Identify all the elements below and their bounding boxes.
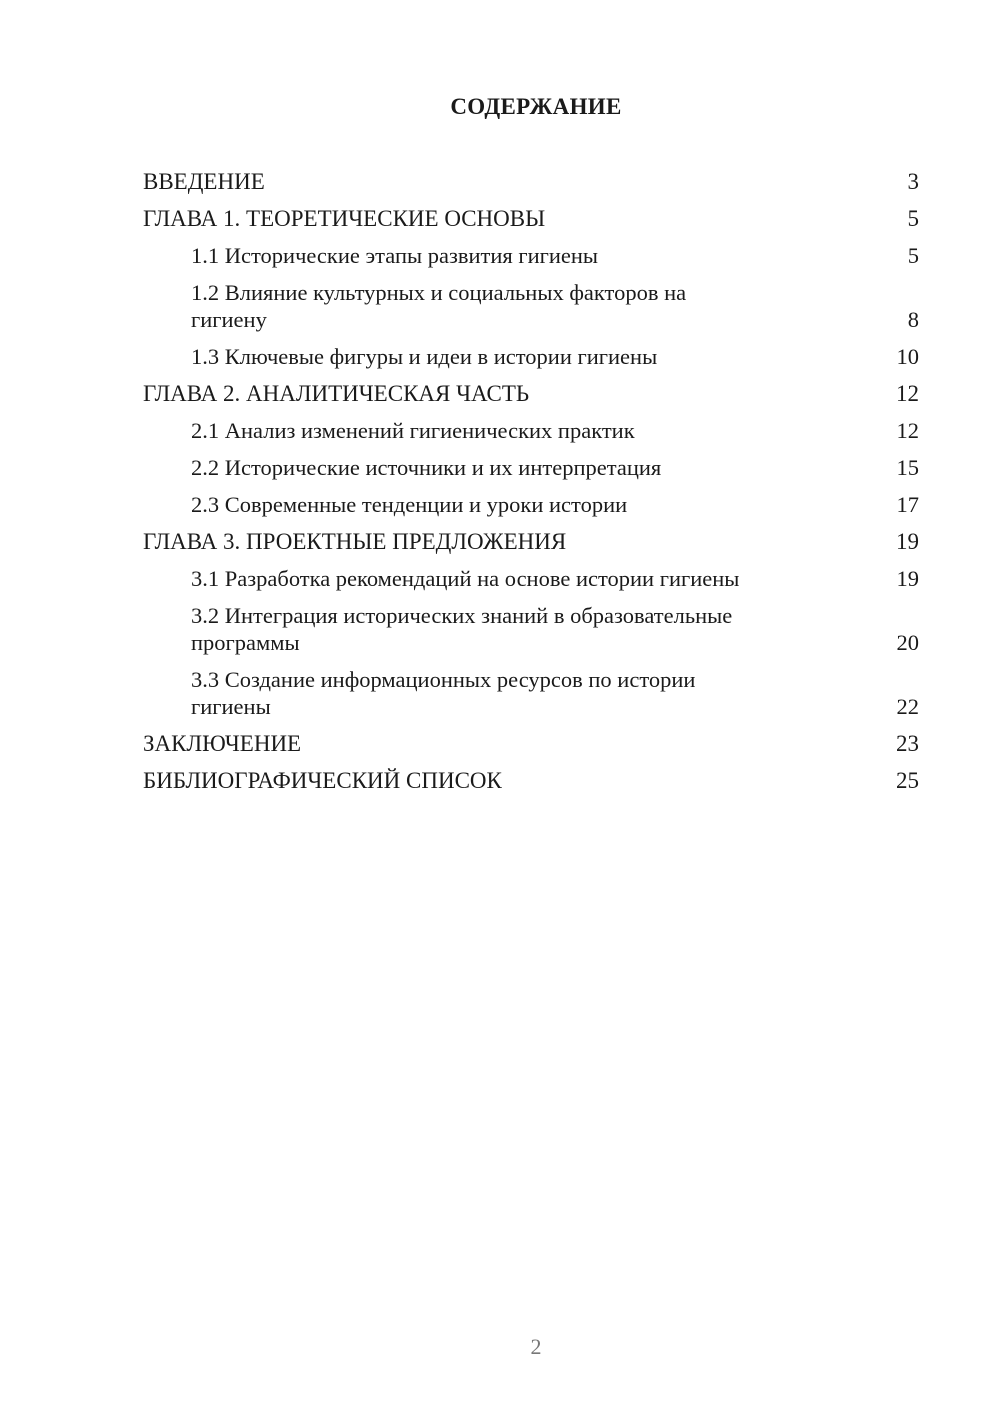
toc-title: СОДЕРЖАНИЕ (450, 94, 622, 119)
toc-entry[interactable] (143, 205, 919, 232)
toc-entry[interactable] (143, 168, 919, 195)
toc-entry[interactable] (143, 343, 919, 370)
toc-entry[interactable] (143, 767, 919, 794)
toc-entry[interactable] (143, 491, 919, 518)
toc-entry-page: 17 (896, 492, 919, 517)
toc-entry-label: 3.3 Создание информационных ресурсов по истории гигиены (191, 667, 696, 719)
toc-entry-page: 19 (896, 566, 919, 591)
toc-entry[interactable] (143, 528, 919, 555)
toc-entry-page: 15 (896, 455, 919, 480)
toc-entry-page: 5 (907, 206, 919, 231)
toc-entry-label: ГЛАВА 3. ПРОЕКТНЫЕ ПРЕДЛОЖЕНИЯ (143, 529, 567, 554)
toc-entry-page: 12 (896, 381, 919, 406)
toc-entry[interactable] (143, 666, 919, 720)
toc-entry-label: 3.1 Разработка рекомендаций на основе истории гигиены (191, 566, 740, 591)
toc-entry-page: 19 (896, 529, 919, 554)
toc-entry-page: 12 (896, 418, 919, 443)
toc-entry[interactable] (143, 565, 919, 592)
toc-entry[interactable] (143, 380, 919, 407)
toc-entry-label: ГЛАВА 1. ТЕОРЕТИЧЕСКИЕ ОСНОВЫ (143, 206, 546, 231)
page-number: 2 (530, 1334, 542, 1359)
toc-entry-label: 1.3 Ключевые фигуры и идеи в истории гигиены (191, 344, 658, 369)
toc-entry-page: 22 (896, 694, 919, 719)
toc-entry-label: ЗАКЛЮЧЕНИЕ (143, 731, 302, 756)
toc-entry-page: 23 (896, 731, 919, 756)
toc-entry[interactable] (143, 417, 919, 444)
toc-entry-page: 25 (896, 768, 919, 793)
toc-entry-label: 2.2 Исторические источники и их интерпретация (191, 455, 662, 480)
toc-entry-label: БИБЛИОГРАФИЧЕСКИЙ СПИСОК (143, 768, 502, 793)
toc-entry-label: 1.1 Исторические этапы развития гигиены (191, 243, 599, 268)
toc-entry[interactable] (143, 602, 919, 656)
toc-entry-label: 3.2 Интеграция исторических знаний в образовательные программы (191, 603, 733, 655)
toc-entry-page: 5 (907, 243, 919, 268)
toc-entry-label: 1.2 Влияние культурных и социальных факторов на гигиену (191, 280, 687, 332)
toc-entry[interactable] (143, 242, 919, 269)
toc-entry-label: 2.3 Современные тенденции и уроки истории (191, 492, 628, 517)
table-of-contents (143, 168, 919, 804)
toc-entry-page: 20 (896, 630, 919, 655)
toc-entry-label: 2.1 Анализ изменений гигиенических практик (191, 418, 635, 443)
toc-entry-label: ВВЕДЕНИЕ (143, 169, 265, 194)
toc-entry-page: 8 (907, 307, 919, 332)
toc-entry-page: 3 (907, 169, 919, 194)
toc-entry-label: ГЛАВА 2. АНАЛИТИЧЕСКАЯ ЧАСТЬ (143, 381, 530, 406)
toc-entry[interactable] (143, 279, 919, 333)
toc-entry-page: 10 (896, 344, 919, 369)
toc-entry[interactable] (143, 730, 919, 757)
toc-entry[interactable] (143, 454, 919, 481)
